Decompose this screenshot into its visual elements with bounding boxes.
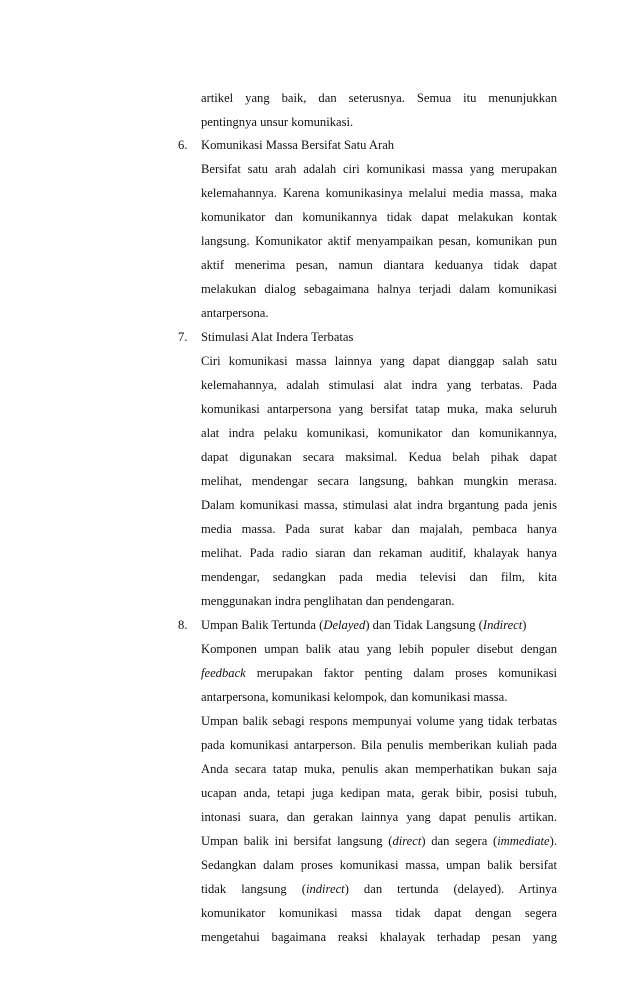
body-text-line: melihat. Pada radio siaran dan rekaman auditif, khalayak hanya [201,546,557,560]
body-text-line: ucapan anda, tetapi juga kedipan mata, gerak bibir, posisi tubuh, [201,786,557,800]
body-text-line: menggunakan indra penglihatan dan pendengaran. [201,594,455,608]
list-number: 6. [178,138,188,152]
body-text-line: melakukan dialog sebagaimana halnya terjadi dalam komunikasi [201,282,557,296]
section-heading: Komunikasi Massa Bersifat Satu Arah [201,138,395,152]
body-text-line: media massa. Pada surat kabar dan majalah, pembaca hanya [201,522,557,536]
body-text-line: mengetahui bagaimana reaksi khalayak terhadap pesan yang [201,930,557,944]
body-text-line [201,881,557,897]
heading-text: Umpan Balik Tertunda ( [201,618,324,632]
body-text-line: Dalam komunikasi massa, stimulasi alat indra brgantung pada jenis [201,498,557,512]
body-text-line: antarpersona. [201,306,269,320]
body-text-line: Komponen umpan balik atau yang lebih populer disebut dengan [201,642,557,656]
body-text-line: komunikasi antarpersona yang bersifat tatap muka, maka seluruh [201,402,557,416]
heading-italic-text: Delayed [323,618,366,632]
body-text-line: komunikator komunikasi massa tidak dapat dengan segera [201,906,557,920]
section-heading [201,617,526,633]
heading-text: ) dan Tidak Langsung ( [365,618,483,632]
body-text-line [201,833,557,849]
body-text-line: kelemahannya. Karena komunikasinya melalui media massa, maka [201,186,557,200]
body-text-line: antarpersona, komunikasi kelompok, dan komunikasi massa. [201,690,508,704]
list-number: 8. [178,618,188,632]
body-text-line: Sedangkan dalam proses komunikasi massa, umpan balik bersifat [201,858,557,872]
body-text-line: kelemahannya, adalah stimulasi alat indra yang terbatas. Pada [201,378,557,392]
body-text-span: ). [549,834,557,848]
body-text-line: aktif menerima pesan, namun diantara keduanya tidak dapat [201,258,557,272]
body-text-line: mendengar, sedangkan pada media televisi dan film, kita [201,570,557,584]
body-text-line: Anda secara tatap muka, penulis akan memperhatikan bukan saja [201,762,557,776]
body-text-line [201,665,557,681]
body-text-span: ) dan tertunda (delayed [344,882,497,896]
body-text-span: Umpan balik ini bersifat langsung ( [201,834,393,848]
body-text-line: Umpan balik sebagi respons mempunyai volume yang tidak terbatas [201,714,557,728]
section-heading: Stimulasi Alat Indera Terbatas [201,330,354,344]
body-text-line: melihat, mendengar secara langsung, bahkan mungkin merasa. [201,474,557,488]
body-text-line: dapat digunakan secara maksimal. Kedua belah pihak dapat [201,450,557,464]
body-text-line: Bersifat satu arah adalah ciri komunikasi massa yang merupakan [201,162,557,176]
body-text-line: intonasi suara, dan gerakan lainnya yang dapat penulis artikan. [201,810,557,824]
body-text-span: ). Artinya [496,882,558,896]
body-text-span: ) dan segera ( [421,834,498,848]
heading-italic-text: Indirect [482,618,523,632]
body-text-line: Ciri komunikasi massa lainnya yang dapat dianggap salah satu [201,354,557,368]
body-text-line: artikel yang baik, dan seterusnya. Semua itu menunjukkan [201,91,557,105]
body-text-line: alat indra pelaku komunikasi, komunikator dan komunikannya, [201,426,557,440]
italic-term: feedback [201,666,246,680]
body-text-line: langsung. Komunikator aktif menyampaikan pesan, komunikan pun [201,234,557,248]
italic-term: immediate [497,834,550,848]
body-text-line: pentingnya unsur komunikasi. [201,115,354,129]
italic-term: indirect [305,882,345,896]
body-text-line: komunikator dan komunikannya tidak dapat melakukan kontak [201,210,557,224]
body-text-span: merupakan faktor penting dalam proses komunikasi [245,666,557,680]
body-text-span: tidak langsung ( [201,882,306,896]
body-text-line: pada komunikasi antarperson. Bila penulis memberikan kuliah pada [201,738,557,752]
heading-text: ) [522,618,527,632]
italic-term: direct [392,834,422,848]
list-number: 7. [178,330,188,344]
